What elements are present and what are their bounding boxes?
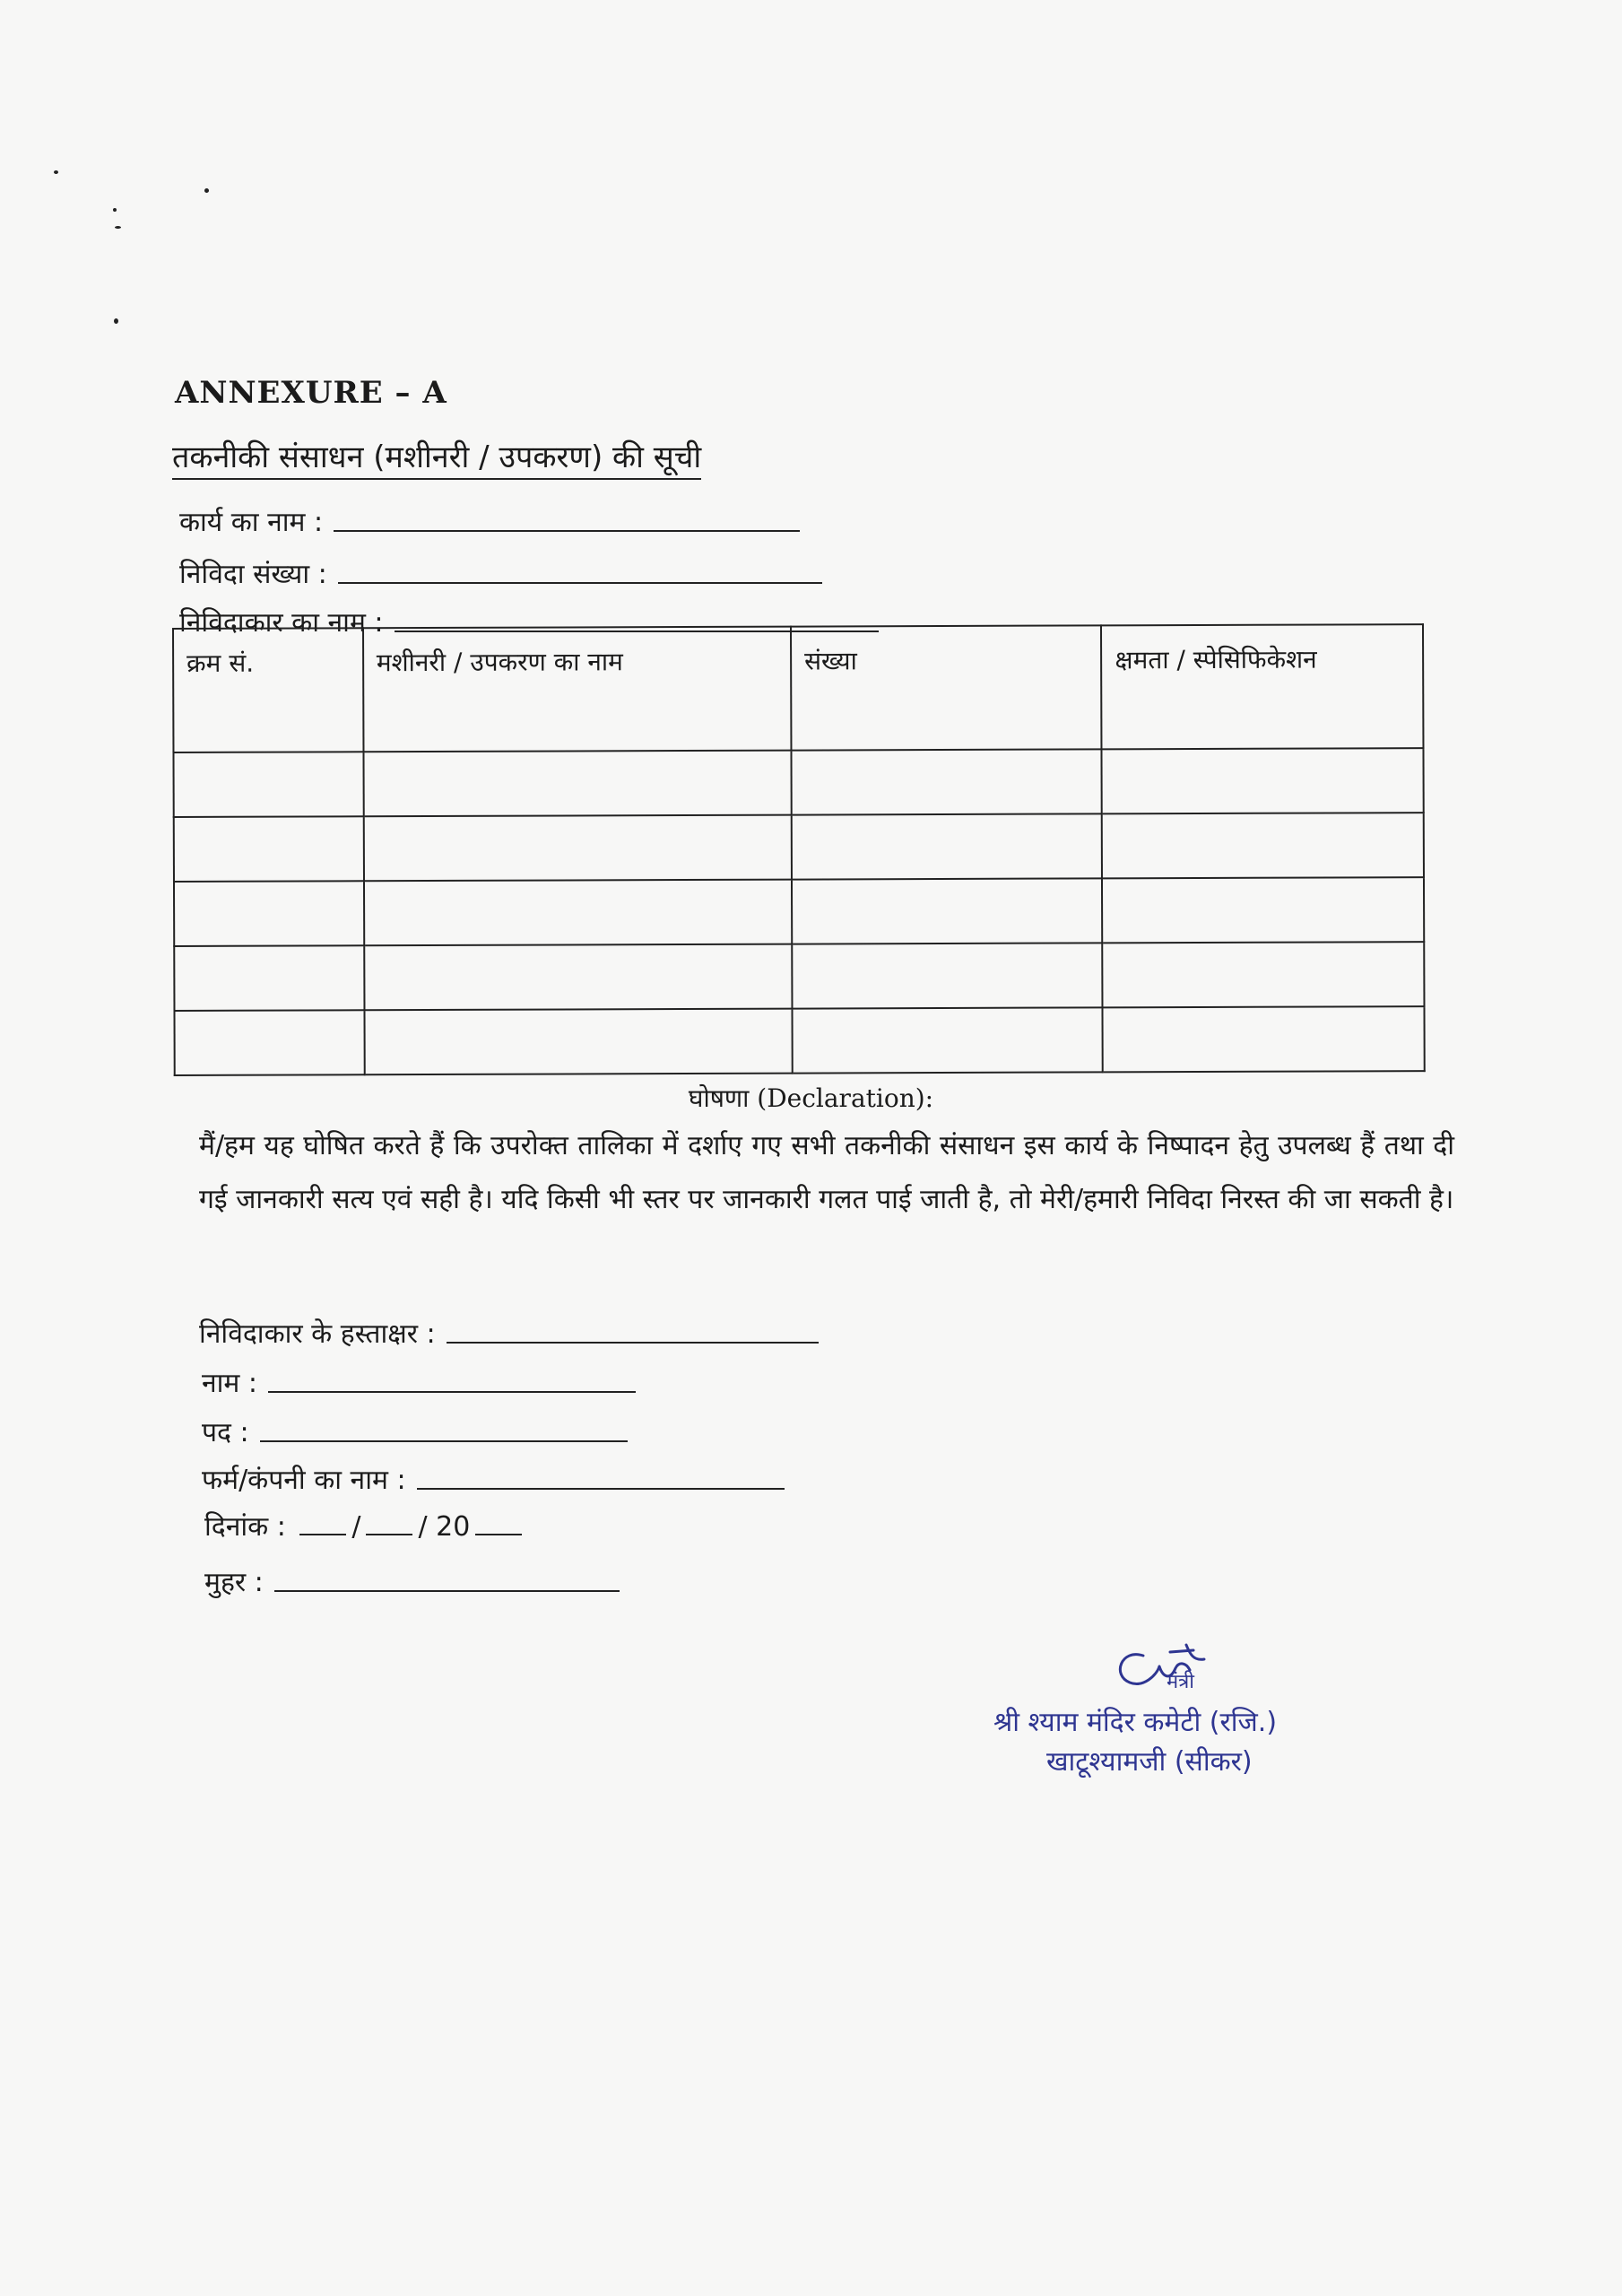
table-cell (173, 752, 363, 817)
bidder-name-label: निविदाकार का नाम : (179, 607, 384, 639)
signature-field (199, 1314, 819, 1351)
header-capacity: क्षमता / स्पेसिफिकेशन (1101, 624, 1423, 749)
date-year-blank (475, 1532, 522, 1535)
header-quantity: संख्या (791, 625, 1102, 750)
table-row (174, 813, 1424, 882)
annexure-heading: ANNEXURE – A (175, 375, 447, 411)
date-day-blank (299, 1532, 346, 1535)
date-year-prefix: / 20 (418, 1511, 471, 1543)
header-machinery-name: मशीनरी / उपकरण का नाम (363, 627, 792, 752)
stamp-org-name: श्री श्याम मंदिर कमेटी (रजि.) (993, 1707, 1278, 1738)
table-header-row (173, 624, 1423, 752)
name-label: नाम : (202, 1368, 258, 1399)
work-name-field (179, 502, 800, 539)
seal-field (204, 1562, 620, 1599)
work-name-line (334, 528, 800, 532)
tender-number-field (179, 554, 822, 591)
table-cell (1103, 942, 1425, 1007)
table-cell (792, 813, 1103, 879)
table-cell (792, 943, 1103, 1008)
signature-line (447, 1340, 819, 1344)
table-cell (791, 749, 1102, 814)
seal-line (274, 1588, 620, 1592)
tender-number-label: निविदा संख्या : (179, 559, 327, 590)
table-cell (363, 815, 791, 882)
resources-table (172, 623, 1426, 1076)
designation-label: पद : (202, 1417, 249, 1448)
firm-name-label: फर्म/कंपनी का नाम : (202, 1465, 406, 1496)
table-row (173, 748, 1423, 817)
table-cell (1102, 748, 1424, 813)
work-name-label: कार्य का नाम : (179, 507, 324, 538)
declaration-title-english: (Declaration): (757, 1083, 934, 1113)
scan-speck (114, 318, 118, 324)
date-field (204, 1507, 527, 1544)
declaration-title-hindi: घोषणा (688, 1083, 750, 1113)
table-cell (792, 1007, 1103, 1073)
scan-speck (54, 170, 58, 174)
table-cell (1103, 1006, 1425, 1072)
firm-name-line (417, 1486, 785, 1490)
table-cell (1102, 813, 1424, 878)
scan-speck (113, 208, 117, 212)
table-cell (174, 1010, 364, 1075)
table-row (174, 1006, 1424, 1075)
table-cell (1102, 877, 1424, 943)
declaration-title (0, 1081, 1622, 1115)
firm-name-field (202, 1460, 785, 1497)
name-field (202, 1363, 636, 1400)
signature-label: निविदाकार के हस्ताक्षर : (199, 1318, 436, 1350)
designation-line (260, 1439, 628, 1442)
annexure-subheading: तकनीकी संसाधन (मशीनरी / उपकरण) की सूची (172, 435, 701, 480)
table-row (174, 877, 1424, 946)
table-cell (364, 880, 792, 946)
signature-designation: मंत्री (1167, 1671, 1194, 1693)
table-cell (174, 945, 364, 1011)
table-row (174, 942, 1424, 1011)
table-cell (792, 878, 1103, 944)
date-separator: / (351, 1511, 361, 1543)
seal-label: मुहर : (204, 1567, 264, 1598)
tender-number-line (338, 580, 822, 584)
date-month-blank (366, 1532, 412, 1535)
signature-scribble (1107, 1639, 1224, 1702)
table-cell (363, 751, 791, 817)
date-label: दिनांक : (204, 1511, 286, 1543)
table-cell (364, 944, 792, 1011)
declaration-text: मैं/हम यह घोषित करते हैं कि उपरोक्त तालिका में दर्शाए गए सभी तकनीकी संसाधन इस कार्य के निष्पादन हेतु उपलब्ध हैं तथा दी गई जानकारी सत्य एवं सही है। यदि किसी भी स्तर पर जानकारी गलत पाई जाती है, तो मेरी/हमारी निविदा निरस्त की जा सकती है। (199, 1130, 1454, 1215)
scan-speck (115, 226, 121, 229)
name-line (268, 1389, 636, 1393)
table-cell (174, 881, 364, 946)
table-cell (174, 816, 364, 882)
table-cell (364, 1009, 792, 1075)
header-serial: क्रम सं. (173, 628, 363, 752)
stamp-org-location: खाटूश्यामजी (सीकर) (1046, 1746, 1253, 1778)
scan-speck (204, 188, 209, 193)
designation-field (202, 1413, 628, 1449)
